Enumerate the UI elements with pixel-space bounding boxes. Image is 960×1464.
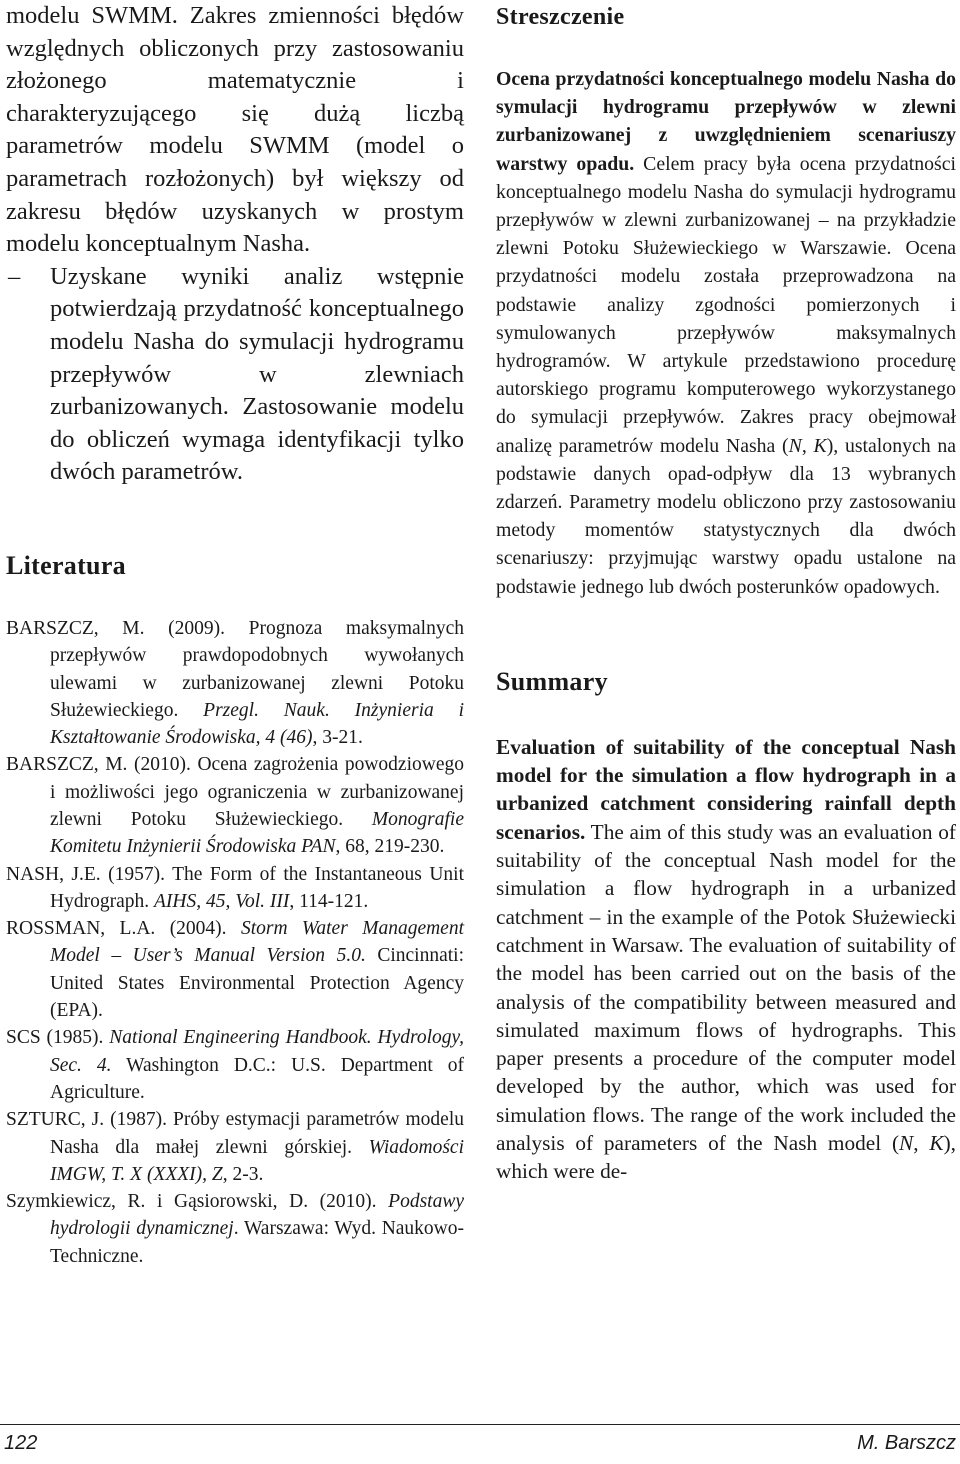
abstract-english-body-end: ), which were de- [496, 1131, 956, 1184]
abstract-english-text [496, 733, 956, 1186]
reference-item [6, 615, 464, 751]
conclusion-paragraph-2 [6, 261, 464, 489]
reference-text: SZTURC, J. (1987). Próby estymacji parametrów modelu Nasha dla małej zlewni górskiej. [6, 1109, 464, 1158]
running-author: M. Barszcz [857, 1432, 956, 1454]
reference-pages: . Warszawa: Wyd. Naukowo-Techniczne. [50, 1218, 465, 1267]
param-n: N [788, 434, 802, 457]
reference-source: Storm Water Management Model – User’s Manual Version 5.0. [50, 918, 464, 967]
abstract-english [496, 733, 956, 1186]
reference-text: NASH, J.E. (1957). The Form of the Instantaneous Unit Hydrograph. [6, 863, 464, 912]
abstract-polish-text [496, 65, 956, 601]
param-k: K [929, 1131, 944, 1156]
reference-source: Monografie Komitetu Inżynierii Środowiska PAN [50, 808, 464, 858]
reference-source: Podstawy hydrologii dynamicznej [50, 1191, 464, 1240]
reference-source: National Engineering Handbook. Hydrology, Sec. 4. [50, 1027, 464, 1076]
param-separator: , [801, 434, 814, 457]
left-column [6, 0, 464, 1270]
summary-heading: Summary [496, 666, 608, 696]
page-number: 122 [4, 1432, 38, 1454]
reference-text: Szymkiewicz, R. i Gąsiorowski, D. (2010). [6, 1191, 389, 1213]
reference-pages: , 3-21. [312, 727, 363, 749]
reference-item [6, 751, 464, 860]
reference-item [6, 861, 464, 916]
abstract-polish-body-end: ), ustalonych na podstawie danych opad-odpływ dla 13 wybranych zdarzeń. Parametry modelu obliczono przy zastosowaniu metody momentów statystycznych dla dwóch scenariuszy: przyjmując warstwy opadu ustalone na podstawie jednego lub dwóch posterunków opadowych. [496, 434, 957, 598]
reference-pages: , 2-3. [222, 1163, 264, 1185]
reference-pages: , 114-121. [289, 890, 369, 912]
param-k: K [813, 434, 827, 457]
reference-pages: Washington D.C.: U.S. Department of Agriculture. [50, 1054, 464, 1103]
param-separator: , [913, 1131, 930, 1156]
reference-text: SCS (1985). [6, 1027, 110, 1049]
reference-list [6, 615, 464, 1270]
reference-source: Przegl. Nauk. Inżynieria i Kształtowanie Środowiska, 4 (46) [50, 699, 464, 749]
conclusion-paragraph-2-text: Uzyskane wyniki analiz wstępnie potwierdzają przydatność konceptualnego modelu Nasha do symulacji hydrogramu przepływów w zlewniach zurbanizowanych. Zastosowanie modelu do obliczeń wymaga identyfikacji tylko dwóch parametrów. [50, 262, 464, 486]
reference-text: BARSZCZ, M. (2010). Ocena zagrożenia powodziowego i możliwości jego ograniczenia w zurbanizowanej zlewni Potoku Służewieckiego. [6, 754, 464, 830]
abstract-english-title: Evaluation of suitability of the conceptual Nash model for the simulation a flow hydrograph in a urbanized catchment considering rainfall depth scenarios. [496, 734, 956, 844]
abstract-english-body: The aim of this study was an evaluation of suitability of the conceptual Nash model for the simulation a flow hydrograph in a urbanized catchment – in the example of the Potok Służewiecki catchment in Warsaw. The evaluation of suitability of the model has been carried out on the basis of the analysis of the compatibility between measured and simulated maximum flows of hydrographs. This paper presents a procedure of the computer model developed by the author, which was used for simulation flows. The range of the work included the analysis of parameters of the Nash model ( [496, 819, 956, 1156]
reference-text: ROSSMAN, L.A. (2004). [6, 918, 241, 940]
reference-pages: , 68, 219-230. [335, 836, 445, 858]
reference-item [6, 1024, 464, 1106]
param-n: N [899, 1131, 914, 1156]
reference-source: Wiadomości IMGW, T. X (XXXI), Z [50, 1136, 464, 1185]
reference-text: BARSZCZ, M. (2009). Prognoza maksymalnych przepływów prawdopodobnych wywołanych ulewami w zurbanizowanej zlewni Potoku Służewieckiego. [6, 617, 464, 721]
reference-item [6, 1106, 464, 1188]
right-column [496, 0, 956, 1186]
bullet-dash: – [8, 262, 21, 290]
abstract-polish-body: Celem pracy była ocena przydatności konceptualnego modelu Nasha do symulacji hydrogramu przepływów w zlewni zurbanizowanej – na przykładzie zlewni Potoku Służewieckiego w Warszawie. Ocena przydatności modelu została przeprowadzona na podstawie analizy zgodności pomierzonych i symulowanych przepływów maksymalnych hydrogramów. W artykule przedstawiono procedurę autorskiego programu komputerowego wykorzystanego do symulacji przepływów. Zakres pracy obejmował analizę parametrów modelu Nasha ( [496, 152, 956, 457]
reference-pages: Cincinnati: United States Environmental Protection Agency (EPA). [50, 945, 465, 1022]
reference-source: AIHS, 45, Vol. III [153, 890, 290, 912]
conclusion-paragraph-1: modelu SWMM. Zakres zmienności błędów względnych obliczonych przy zastosowaniu złożonego matematycznie i charakteryzującego się dużą liczbą parametrów modelu SWMM (model o parametrach rozłożonych) był większy od zakresu błędów uzyskanych w prostym modelu konceptualnym Nasha. [6, 2, 464, 258]
reference-item [6, 1188, 464, 1270]
streszczenie-heading: Streszczenie [496, 4, 625, 30]
abstract-polish [496, 65, 956, 601]
footer-rule [0, 1424, 960, 1425]
abstract-polish-title: Ocena przydatności konceptualnego modelu Nasha do symulacji hydrogramu przepływów w zlewni zurbanizowanej z uwzględnieniem scenariuszy warstwy opadu. [496, 68, 956, 175]
literature-heading: Literatura [6, 550, 126, 580]
reference-item [6, 915, 464, 1024]
